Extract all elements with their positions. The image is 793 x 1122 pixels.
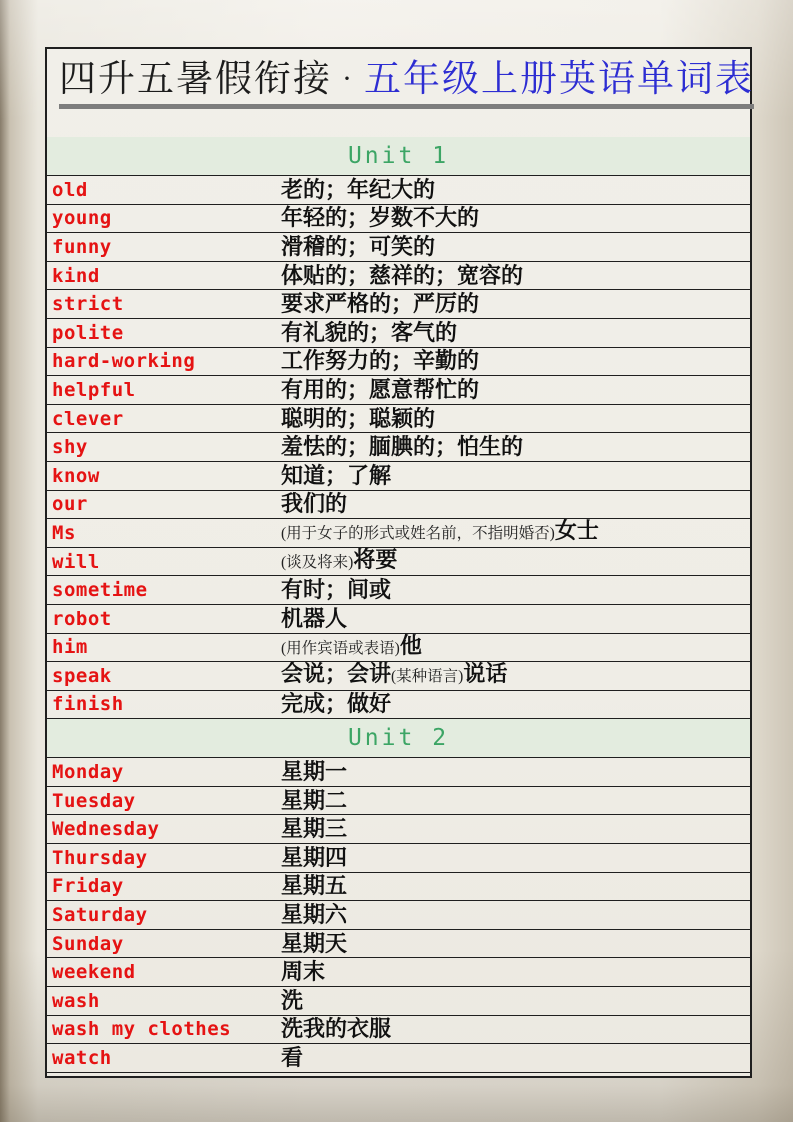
chinese-meaning bbox=[281, 987, 750, 1015]
english-word: know bbox=[52, 464, 100, 487]
vocab-row bbox=[47, 548, 750, 577]
english-word: watch bbox=[52, 1047, 112, 1070]
chinese-meaning bbox=[281, 901, 750, 929]
unit-header: Unit 2 bbox=[47, 719, 750, 758]
english-word: hard-working bbox=[52, 350, 196, 373]
chinese-meaning bbox=[281, 462, 750, 490]
meaning-text: 体贴的；慈祥的；宽容的 bbox=[281, 262, 524, 288]
english-word: wash bbox=[52, 989, 100, 1012]
meaning-text: 知道；了解 bbox=[281, 462, 392, 488]
english-word: strict bbox=[52, 293, 124, 316]
chinese-meaning bbox=[281, 233, 750, 261]
meaning-text: 女士 bbox=[554, 519, 599, 544]
title-block bbox=[47, 49, 754, 137]
meaning-text: 我们的 bbox=[281, 491, 348, 517]
vocab-row bbox=[47, 873, 750, 902]
vocab-row bbox=[47, 233, 750, 262]
vocab-row bbox=[47, 758, 750, 787]
vocab-row bbox=[47, 205, 750, 234]
vocab-row bbox=[47, 691, 750, 720]
english-word: clever bbox=[52, 407, 124, 430]
meaning-text: 星期二 bbox=[281, 787, 348, 813]
title-link[interactable]: 五年级上册英语单词表 bbox=[364, 59, 754, 100]
chinese-meaning bbox=[281, 348, 750, 376]
english-word: finish bbox=[52, 693, 124, 716]
english-word: Saturday bbox=[52, 904, 148, 927]
chinese-meaning bbox=[281, 873, 750, 901]
english-word: our bbox=[52, 493, 88, 516]
chinese-meaning bbox=[281, 787, 750, 815]
meaning-text: 说话 bbox=[463, 662, 508, 687]
document-page-frame bbox=[45, 47, 752, 1078]
chinese-meaning bbox=[281, 576, 750, 604]
meaning-text: 洗 bbox=[281, 987, 304, 1013]
meaning-text: 有用的；愿意帮忙的 bbox=[281, 376, 480, 402]
chinese-meaning bbox=[281, 176, 750, 204]
vocab-row bbox=[47, 433, 750, 462]
english-word: young bbox=[52, 207, 112, 230]
meaning-text: 周末 bbox=[281, 959, 326, 985]
english-word: Tuesday bbox=[52, 789, 136, 812]
english-word: Wednesday bbox=[52, 818, 160, 841]
vocab-row bbox=[47, 262, 750, 291]
chinese-meaning bbox=[281, 1044, 750, 1072]
vocab-row bbox=[47, 376, 750, 405]
english-word: sometime bbox=[52, 579, 148, 602]
vocab-row bbox=[47, 844, 750, 873]
chinese-meaning bbox=[281, 634, 750, 663]
vocab-row bbox=[47, 319, 750, 348]
vocab-row bbox=[47, 1016, 750, 1045]
meaning-text: 星期三 bbox=[281, 816, 348, 842]
meaning-annotation: (用作宾语或表语) bbox=[281, 639, 400, 657]
meaning-text: 星期四 bbox=[281, 844, 348, 870]
vocab-row bbox=[47, 176, 750, 205]
english-word: Ms bbox=[52, 521, 76, 544]
title-separator-dot: · bbox=[342, 62, 354, 95]
chinese-meaning bbox=[281, 262, 750, 290]
vocab-row bbox=[47, 987, 750, 1016]
english-word: Monday bbox=[52, 761, 124, 784]
chinese-meaning bbox=[281, 205, 750, 233]
chinese-meaning bbox=[281, 433, 750, 461]
chinese-meaning bbox=[281, 815, 750, 843]
meaning-text: 老的；年纪大的 bbox=[281, 176, 436, 202]
meaning-annotation: (谈及将来) bbox=[281, 554, 354, 572]
chinese-meaning bbox=[281, 958, 750, 986]
title-prefix: 四升五暑假衔接 bbox=[59, 59, 332, 100]
meaning-text: 有礼貌的；客气的 bbox=[281, 319, 458, 345]
meaning-text: 星期一 bbox=[281, 759, 348, 785]
english-word: speak bbox=[52, 664, 112, 687]
vocab-row bbox=[47, 348, 750, 377]
chinese-meaning bbox=[281, 319, 750, 347]
meaning-text: 聪明的；聪颖的 bbox=[281, 405, 436, 431]
english-word: old bbox=[52, 178, 88, 201]
english-word: wash my clothes bbox=[52, 1018, 232, 1041]
vocab-row bbox=[47, 1044, 750, 1073]
english-word: will bbox=[52, 550, 100, 573]
meaning-text: 将要 bbox=[353, 547, 398, 573]
english-word: shy bbox=[52, 436, 88, 459]
english-word: polite bbox=[52, 321, 124, 344]
meaning-annotation: (某种语言) bbox=[391, 668, 464, 686]
meaning-text: 机器人 bbox=[281, 605, 348, 631]
chinese-meaning bbox=[281, 519, 750, 548]
meaning-text: 星期天 bbox=[281, 930, 348, 956]
meaning-annotation: (用于女子的形式或姓名前，不指明婚否) bbox=[281, 525, 555, 543]
meaning-text: 洗我的衣服 bbox=[281, 1016, 392, 1042]
chinese-meaning bbox=[281, 691, 750, 719]
english-word: him bbox=[52, 636, 88, 659]
vocab-table bbox=[47, 137, 750, 1073]
meaning-text: 有时；间或 bbox=[281, 577, 392, 603]
chinese-meaning bbox=[281, 758, 750, 786]
english-word: Sunday bbox=[52, 932, 124, 955]
vocab-row bbox=[47, 290, 750, 319]
vocab-row bbox=[47, 787, 750, 816]
meaning-text: 完成；做好 bbox=[281, 691, 392, 717]
english-word: weekend bbox=[52, 961, 136, 984]
meaning-text: 会说；会讲 bbox=[281, 662, 392, 687]
meaning-text: 滑稽的；可笑的 bbox=[281, 233, 436, 259]
chinese-meaning bbox=[281, 405, 750, 433]
chinese-meaning bbox=[281, 844, 750, 872]
meaning-text: 星期六 bbox=[281, 902, 348, 928]
vocab-row bbox=[47, 958, 750, 987]
vocab-row bbox=[47, 930, 750, 959]
chinese-meaning bbox=[281, 662, 750, 691]
chinese-meaning bbox=[281, 930, 750, 958]
vocab-row bbox=[47, 519, 750, 548]
english-word: funny bbox=[52, 235, 112, 258]
chinese-meaning bbox=[281, 491, 750, 519]
meaning-text: 看 bbox=[281, 1045, 304, 1071]
vocab-row bbox=[47, 634, 750, 663]
english-word: robot bbox=[52, 607, 112, 630]
english-word: Friday bbox=[52, 875, 124, 898]
vocab-row bbox=[47, 901, 750, 930]
meaning-text: 要求严格的；严厉的 bbox=[281, 291, 480, 317]
chinese-meaning bbox=[281, 1016, 750, 1044]
page-title bbox=[59, 57, 754, 109]
vocab-row bbox=[47, 462, 750, 491]
english-word: Thursday bbox=[52, 846, 148, 869]
meaning-text: 他 bbox=[399, 633, 422, 658]
vocab-row bbox=[47, 576, 750, 605]
meaning-text: 星期五 bbox=[281, 873, 348, 899]
vocab-row bbox=[47, 491, 750, 520]
vocab-row bbox=[47, 815, 750, 844]
english-word: kind bbox=[52, 264, 100, 287]
vocab-row bbox=[47, 662, 750, 691]
chinese-meaning bbox=[281, 548, 750, 577]
meaning-text: 年轻的；岁数不大的 bbox=[281, 205, 480, 231]
vocab-row bbox=[47, 405, 750, 434]
vocab-row bbox=[47, 605, 750, 634]
unit-header: Unit 1 bbox=[47, 137, 750, 176]
english-word: helpful bbox=[52, 378, 136, 401]
chinese-meaning bbox=[281, 605, 750, 633]
chinese-meaning bbox=[281, 376, 750, 404]
chinese-meaning bbox=[281, 290, 750, 318]
meaning-text: 羞怯的；腼腆的；怕生的 bbox=[281, 434, 524, 460]
meaning-text: 工作努力的；辛勤的 bbox=[281, 348, 480, 374]
